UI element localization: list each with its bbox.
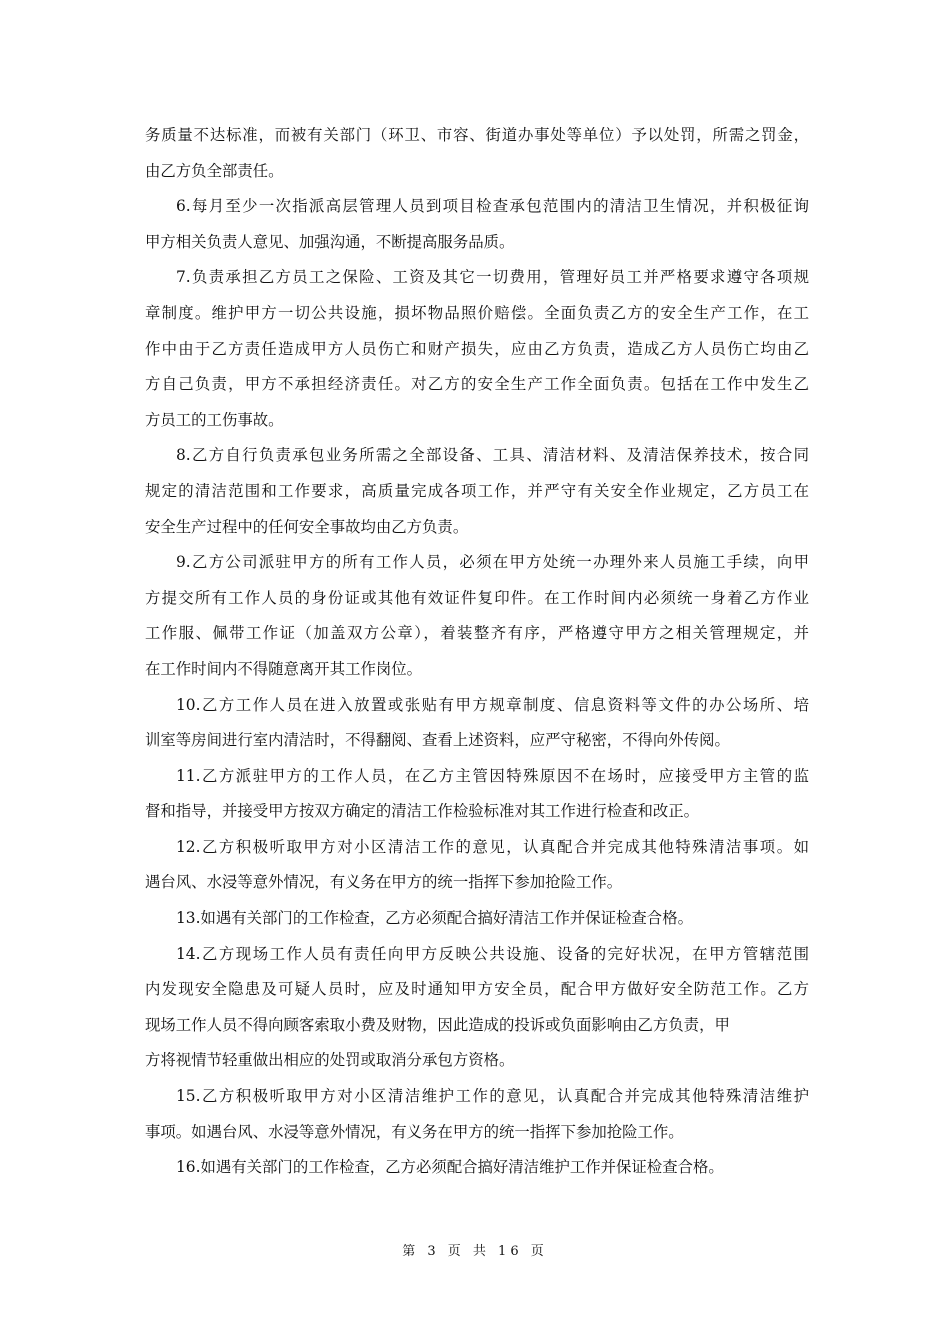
text-line: 遇台风、水浸等意外情况，有义务在甲方的统一指挥下参加抢险工作。 xyxy=(145,873,623,892)
text-line: 13.如遇有关部门的工作检查，乙方必须配合搞好清洁工作并保证检查合格。 xyxy=(176,909,693,928)
text-line: 6.每月至少一次指派高层管理人员到项目检查承包范围内的清洁卫生情况，并积极征询 xyxy=(176,197,809,216)
text-line: 10.乙方工作人员在进入放置或张贴有甲方规章制度、信息资料等文件的办公场所、培 xyxy=(176,695,809,714)
text-line: 作中由于乙方责任造成甲方人员伤亡和财产损失，应由乙方负责，造成乙方人员伤亡均由乙 xyxy=(145,339,809,358)
text-line: 甲方相关负责人意见、加强沟通，不断提高服务品质。 xyxy=(145,232,515,251)
page-footer: 第 3 页 共 16 页 xyxy=(402,1244,548,1259)
text-line: 由乙方负全部责任。 xyxy=(145,161,284,180)
text-line: 方员工的工伤事故。 xyxy=(145,410,284,429)
text-line: 在工作时间内不得随意离开其工作岗位。 xyxy=(145,659,423,678)
text-line: 务质量不达标准，而被有关部门（环卫、市容、街道办事处等单位）予以处罚，所需之罚金， xyxy=(145,126,809,144)
text-line: 14.乙方现场工作人员有责任向甲方反映公共设施、设备的完好状况，在甲方管辖范围 xyxy=(176,944,809,963)
text-line: 督和指导，并接受甲方按双方确定的清洁工作检验标准对其工作进行检查和改正。 xyxy=(145,802,700,821)
text-line: 现场工作人员不得向顾客索取小费及财物，因此造成的投诉或负面影响由乙方负责，甲 xyxy=(145,1015,730,1034)
text-line: 规定的清洁范围和工作要求，高质量完成各项工作，并严守有关安全作业规定，乙方员工在 xyxy=(145,481,809,500)
text-line: 16.如遇有关部门的工作检查，乙方必须配合搞好清洁维护工作并保证检查合格。 xyxy=(176,1158,724,1177)
text-line: 安全生产过程中的任何安全事故均由乙方负责。 xyxy=(145,517,469,536)
text-line: 9.乙方公司派驻甲方的所有工作人员，必须在甲方处统一办理外来人员施工手续，向甲 xyxy=(176,553,809,572)
text-line: 12.乙方积极听取甲方对小区清洁工作的意见，认真配合并完成其他特殊清洁事项。如 xyxy=(176,837,809,856)
text-line: 8.乙方自行负责承包业务所需之全部设备、工具、清洁材料、及清洁保养技术，按合同 xyxy=(176,446,809,465)
text-line: 11.乙方派驻甲方的工作人员，在乙方主管因特殊原因不在场时，应接受甲方主管的监 xyxy=(176,766,809,785)
text-line: 方提交所有工作人员的身份证或其他有效证件复印件。在工作时间内必须统一身着乙方作业 xyxy=(145,588,809,607)
text-line: 事项。如遇台风、水浸等意外情况，有义务在甲方的统一指挥下参加抢险工作。 xyxy=(145,1122,684,1141)
document-body xyxy=(145,118,809,1186)
text-line: 15.乙方积极听取甲方对小区清洁维护工作的意见，认真配合并完成其他特殊清洁维护 xyxy=(176,1087,809,1106)
text-line: 章制度。维护甲方一切公共设施，损坏物品照价赔偿。全面负责乙方的安全生产工作，在工 xyxy=(145,303,809,322)
text-line: 7.负责承担乙方员工之保险、工资及其它一切费用，管理好员工并严格要求遵守各项规 xyxy=(176,268,809,287)
text-line: 工作服、佩带工作证（加盖双方公章），着装整齐有序，严格遵守甲方之相关管理规定，并 xyxy=(145,624,809,643)
text-line: 方自己负责，甲方不承担经济责任。对乙方的安全生产工作全面负责。包括在工作中发生乙 xyxy=(145,375,809,394)
text-line: 训室等房间进行室内清洁时，不得翻阅、查看上述资料，应严守秘密，不得向外传阅。 xyxy=(145,731,730,750)
text-line: 内发现安全隐患及可疑人员时，应及时通知甲方安全员，配合甲方做好安全防范工作。乙方 xyxy=(145,980,809,999)
text-line: 方将视情节轻重做出相应的处罚或取消分承包方资格。 xyxy=(145,1051,515,1070)
